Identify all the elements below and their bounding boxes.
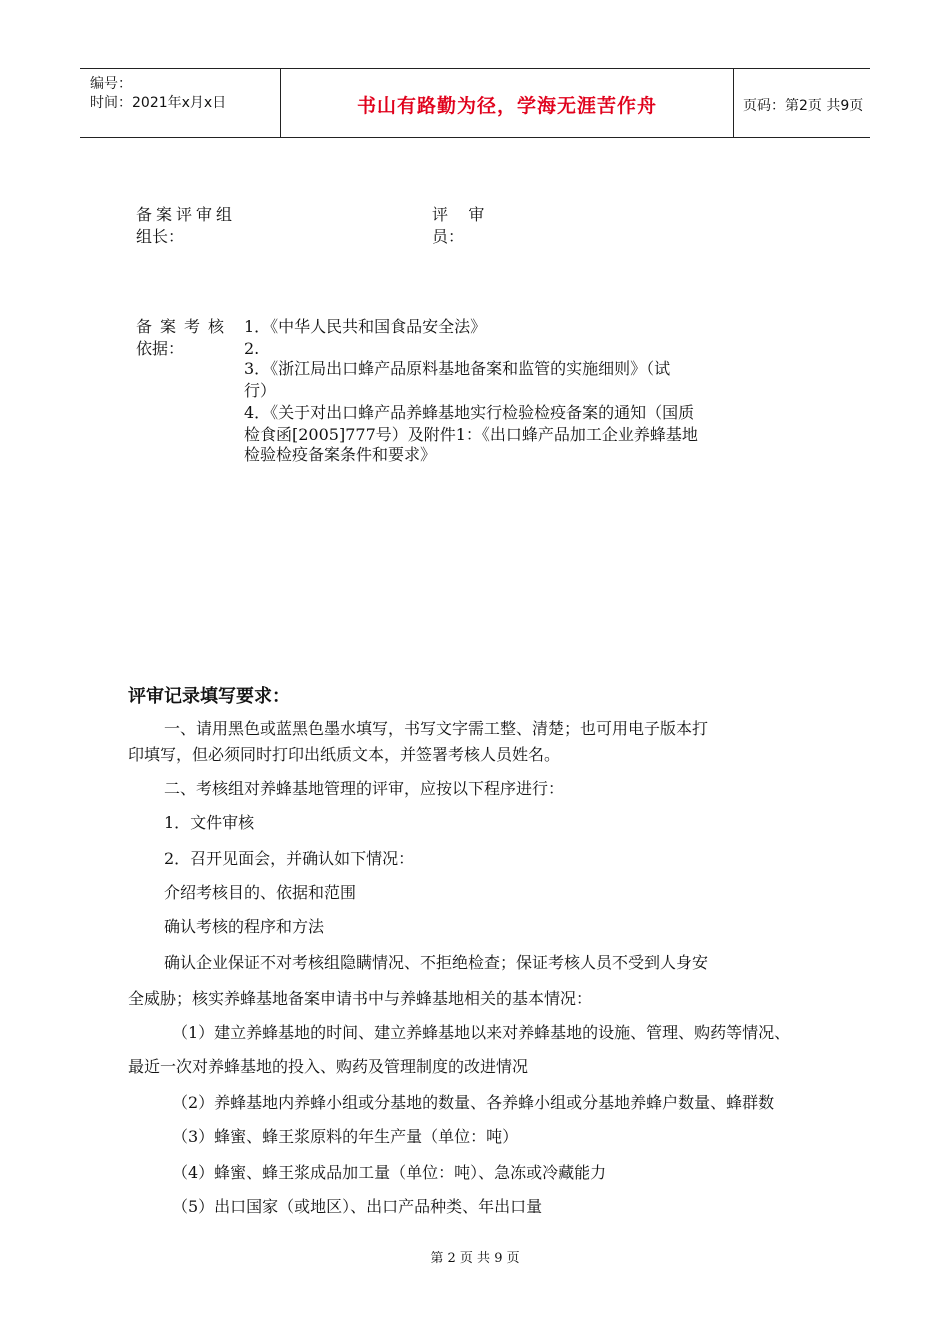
page-footer: 第 2 页 共 9 页 — [430, 1251, 520, 1266]
requirement-line: （4）蜂蜜、蜂王浆成品加工量（单位：吨）、急冻或冷藏能力 — [172, 1163, 607, 1182]
reviewer-label-line2: 员： — [432, 227, 465, 246]
basis-item: 检食函[2005]777号）及附件1：《出口蜂产品加工企业养蜂基地 — [244, 425, 698, 444]
header-left-cell — [80, 69, 280, 137]
requirement-line: （2）养蜂基地内养蜂小组或分基地的数量、各养蜂小组或分基地养蜂户数量、蜂群数 — [172, 1093, 775, 1112]
header-right-cell — [733, 69, 870, 137]
page-header — [80, 68, 870, 138]
header-motto: 书山有路勤为径，学海无涯苦作舟 — [356, 95, 657, 117]
requirement-line: 2．召开见面会，并确认如下情况： — [164, 849, 415, 868]
document-number-label: 编号： — [90, 76, 132, 92]
basis-label-line2: 依据： — [136, 339, 185, 358]
requirement-line: （3）蜂蜜、蜂王浆原料的年生产量（单位：吨） — [172, 1127, 519, 1146]
requirement-line: 印填写，但必须同时打印出纸质文本，并签署考核人员姓名。 — [128, 745, 561, 764]
basis-label-line1: 备案考核 — [136, 317, 233, 336]
header-center-cell — [280, 69, 734, 137]
requirement-line: 全威胁；核实养蜂基地备案申请书中与养蜂基地相关的基本情况： — [128, 989, 593, 1008]
basis-item: 2. — [244, 339, 260, 358]
requirement-line: 确认考核的程序和方法 — [164, 917, 325, 936]
requirements-title: 评审记录填写要求： — [128, 686, 290, 707]
requirement-line: （1）建立养蜂基地的时间、建立养蜂基地以来对养蜂基地的设施、管理、购药等情况、 — [172, 1023, 791, 1042]
header-page-indicator: 页码：第2页 共9页 — [743, 98, 864, 114]
basis-item: 检验检疫备案条件和要求》 — [244, 445, 437, 464]
requirement-line: （5）出口国家（或地区）、出口产品种类、年出口量 — [172, 1197, 543, 1216]
requirement-line: 确认企业保证不对考核组隐瞒情况、不拒绝检查；保证考核人员不受到人身安 — [164, 953, 709, 972]
basis-item: 3．《浙江局出口蜂产品原料基地备案和监管的实施细则》（试 — [244, 359, 671, 378]
requirement-line: 1．文件审核 — [164, 813, 255, 832]
requirement-line: 一、请用黑色或蓝黑色墨水填写，书写文字需工整、清楚；也可用电子版本打 — [164, 719, 709, 738]
document-time-label: 时间：2021年x月x日 — [90, 95, 227, 111]
requirement-line: 最近一次对养蜂基地的投入、购药及管理制度的改进情况 — [128, 1057, 529, 1076]
basis-item: 行） — [244, 381, 277, 400]
requirement-line: 介绍考核目的、依据和范围 — [164, 883, 357, 902]
group-leader-label-line2: 组长： — [136, 227, 185, 246]
requirement-line: 二、考核组对养蜂基地管理的评审，应按以下程序进行： — [164, 779, 565, 798]
basis-item: 1．《中华人民共和国食品安全法》 — [244, 317, 487, 336]
basis-item: 4．《关于对出口蜂产品养蜂基地实行检验检疫备案的通知（国质 — [244, 403, 695, 422]
group-leader-label-line1: 备案评审组 — [136, 205, 237, 224]
reviewer-label-line1: 评 审 — [432, 205, 485, 224]
